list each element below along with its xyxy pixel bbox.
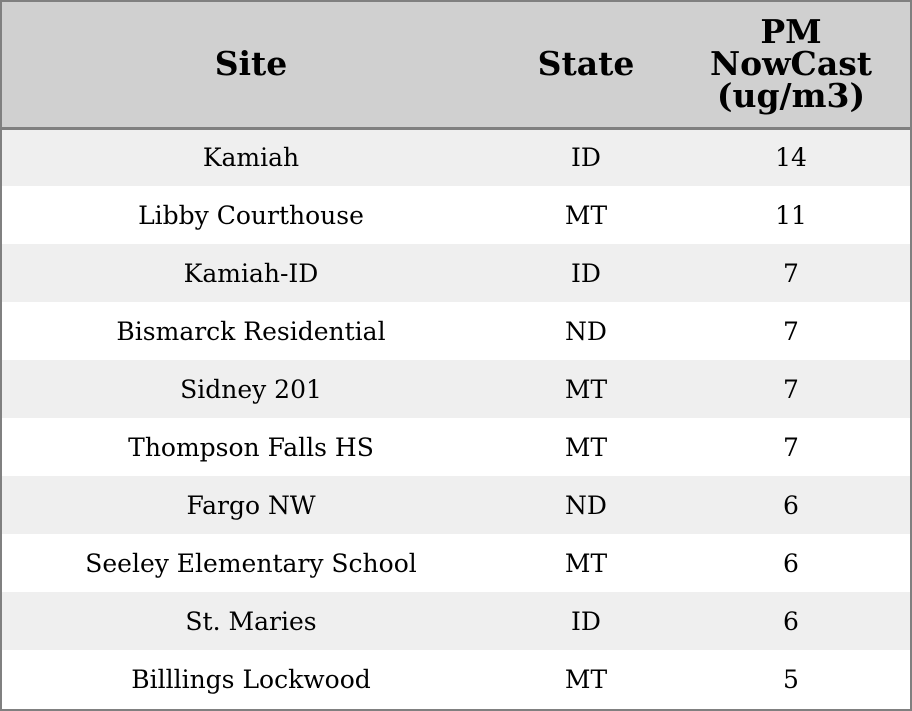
cell-site: Sidney 201 (180, 374, 322, 404)
cell-pm-nowcast: 6 (783, 548, 799, 578)
header-pm-line-2: NowCast (709, 44, 873, 84)
cell-site: St. Maries (185, 606, 317, 636)
cell-site: Bismarck Residential (116, 316, 386, 346)
cell-site: Thompson Falls HS (128, 432, 374, 462)
cell-pm-nowcast: 6 (783, 606, 799, 636)
cell-pm-nowcast: 7 (783, 258, 799, 288)
table-row (2, 650, 910, 708)
cell-pm-nowcast: 7 (783, 374, 799, 404)
cell-state: MT (564, 664, 608, 694)
cell-pm-nowcast: 7 (783, 432, 799, 462)
cell-site: Kamiah (202, 143, 300, 173)
table-row (2, 534, 910, 592)
cell-site: Billlings Lockwood (131, 664, 371, 694)
header-pm-nowcast (672, 2, 910, 128)
cell-state: ID (571, 258, 601, 288)
cell-site: Fargo NW (186, 490, 316, 520)
table-row (2, 186, 910, 244)
header-row (2, 2, 910, 128)
table-row (2, 592, 910, 650)
table-body (2, 128, 910, 708)
table-row (2, 476, 910, 534)
cell-state: MT (564, 200, 608, 230)
cell-state: MT (564, 432, 608, 462)
cell-state: ID (571, 606, 601, 636)
table-header (2, 2, 910, 128)
table-row (2, 128, 910, 186)
cell-pm-nowcast: 7 (783, 316, 799, 346)
table-row (2, 360, 910, 418)
cell-state: MT (564, 374, 608, 404)
table-row (2, 302, 910, 360)
cell-state: ND (565, 490, 607, 520)
cell-state: ND (565, 316, 607, 346)
cell-pm-nowcast: 6 (783, 490, 799, 520)
cell-state: ID (571, 143, 601, 173)
header-pm-line-3: (ug/m3) (716, 76, 866, 116)
cell-pm-nowcast: 11 (775, 200, 807, 230)
cell-pm-nowcast: 14 (775, 143, 807, 173)
cell-site: Seeley Elementary School (85, 548, 417, 578)
header-state: State (500, 2, 672, 128)
cell-site: Kamiah-ID (183, 258, 319, 288)
cell-site: Libby Courthouse (138, 200, 364, 230)
data-table (2, 2, 910, 708)
header-pm-line-1: PM (760, 12, 822, 52)
cell-pm-nowcast: 5 (783, 664, 799, 694)
table-row (2, 244, 910, 302)
header-site: Site (2, 2, 500, 128)
cell-state: MT (564, 548, 608, 578)
table-row (2, 418, 910, 476)
